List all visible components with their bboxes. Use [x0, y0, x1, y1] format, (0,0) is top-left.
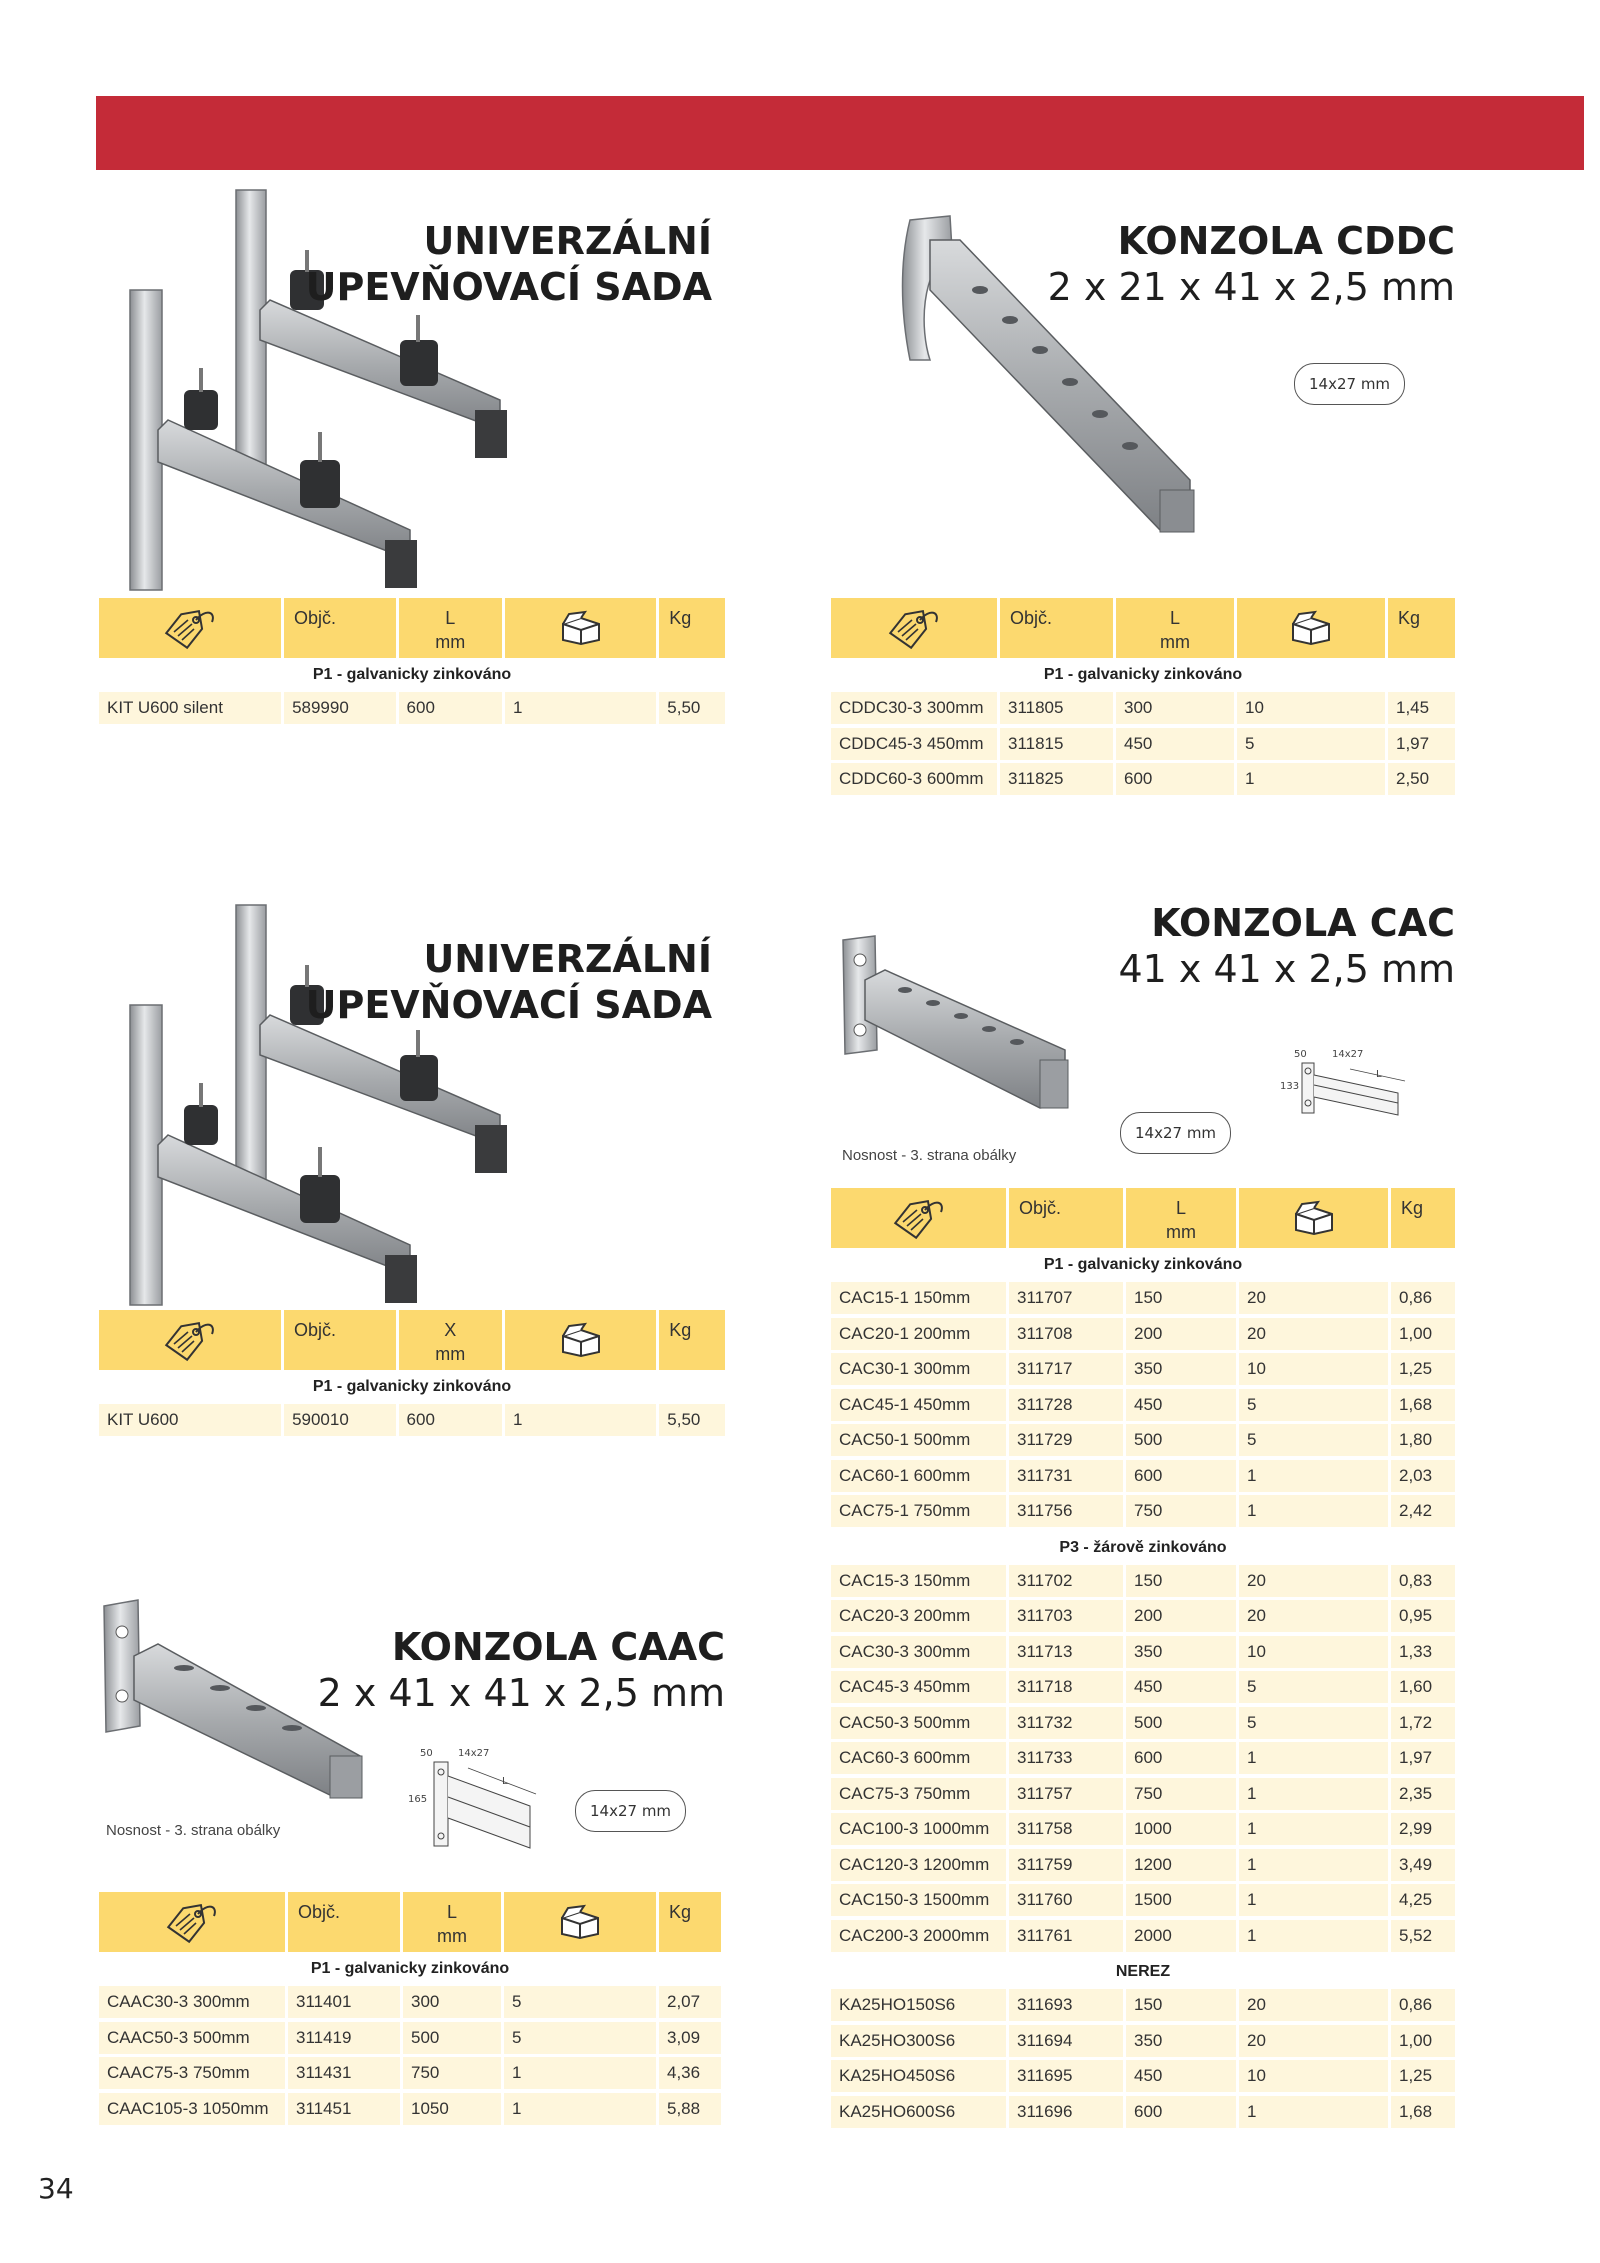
dim-hole: 14x27 — [1332, 1049, 1364, 1060]
weight-cell: 1,68 — [1391, 2096, 1455, 2128]
product-name-cell: KA25HO300S6 — [831, 2025, 1006, 2057]
order-number-cell: 311693 — [1009, 1989, 1123, 2021]
weight-cell: 2,07 — [659, 1986, 721, 2018]
product-name-cell: KA25HO450S6 — [831, 2060, 1006, 2092]
kit2-table — [99, 1310, 725, 1440]
weight-cell: 5,52 — [1391, 1920, 1455, 1952]
dim-50: 50 — [1294, 1049, 1307, 1060]
product-name-cell: CAC20-3 200mm — [831, 1600, 1006, 1632]
package-box-icon — [505, 1310, 656, 1370]
weight-cell: 3,09 — [659, 2022, 721, 2054]
table-row — [831, 1884, 1455, 1916]
product-name-cell: CAC75-3 750mm — [831, 1778, 1006, 1810]
col-obj-header: Objč. — [1009, 1188, 1123, 1248]
product-name-cell: CAC50-3 500mm — [831, 1707, 1006, 1739]
price-tag-icon — [831, 598, 997, 658]
col-obj-header: Objč. — [1000, 598, 1113, 658]
dim-50: 50 — [420, 1748, 433, 1759]
col-l-header: L mm — [403, 1892, 501, 1952]
section-title: P3 - žárově zinkováno — [1059, 1538, 1227, 1556]
dim-length: L — [502, 1776, 508, 1787]
weight-cell: 1,60 — [1391, 1671, 1455, 1703]
weight-cell: 1,25 — [1391, 2060, 1455, 2092]
caac-title: KONZOLA CAAC 2 x 41 x 41 x 2,5 mm — [317, 1625, 725, 1716]
col-kg-header: Kg — [659, 1892, 721, 1952]
table-row — [831, 728, 1455, 760]
table-row — [99, 2057, 721, 2089]
weight-cell: 5,50 — [659, 692, 725, 724]
cac-title: KONZOLA CAC 41 x 41 x 2,5 mm — [1118, 901, 1455, 992]
col-l-header: L mm — [399, 598, 503, 658]
pack-qty-cell: 1 — [1239, 1742, 1388, 1774]
caac-table — [99, 1892, 721, 2128]
order-number-cell: 311758 — [1009, 1813, 1123, 1845]
length-cell: 450 — [1126, 1671, 1236, 1703]
weight-cell: 1,00 — [1391, 2025, 1455, 2057]
order-number-cell: 311760 — [1009, 1884, 1123, 1916]
hole-size-badge: 14x27 mm — [575, 1790, 686, 1832]
pack-qty-cell: 1 — [1237, 763, 1385, 795]
product-name-cell: CAC150-3 1500mm — [831, 1884, 1006, 1916]
pack-qty-cell: 20 — [1239, 1318, 1388, 1350]
table-row — [831, 1671, 1455, 1703]
product-name-cell: CAC60-1 600mm — [831, 1460, 1006, 1492]
col-obj-header: Objč. — [284, 598, 396, 658]
pack-qty-cell: 10 — [1239, 2060, 1388, 2092]
cddc-title: KONZOLA CDDC 2 x 21 x 41 x 2,5 mm — [1047, 219, 1455, 310]
kit1-table — [99, 598, 725, 728]
cac-technical-drawing — [1280, 1045, 1420, 1137]
pack-qty-cell: 20 — [1239, 1989, 1388, 2021]
weight-cell: 2,99 — [1391, 1813, 1455, 1845]
order-number-cell: 311703 — [1009, 1600, 1123, 1632]
table-row — [831, 2060, 1455, 2092]
col-l-header: L mm — [1126, 1188, 1236, 1248]
cddc-table — [831, 598, 1455, 799]
table-row — [831, 1282, 1455, 1314]
weight-cell: 3,49 — [1391, 1849, 1455, 1881]
product-name-cell: CAC75-1 750mm — [831, 1495, 1006, 1527]
length-cell: 150 — [1126, 1989, 1236, 2021]
price-tag-icon — [99, 1892, 285, 1952]
section-title: P1 - galvanicky zinkováno — [310, 1960, 510, 1977]
price-tag-icon — [99, 1310, 281, 1370]
order-number-cell: 311696 — [1009, 2096, 1123, 2128]
pack-qty-cell: 5 — [504, 1986, 656, 2018]
table-row — [99, 2022, 721, 2054]
hole-size-badge: 14x27 mm — [1294, 363, 1405, 405]
table-row — [831, 1849, 1455, 1881]
weight-cell: 0,86 — [1391, 1989, 1455, 2021]
table-row — [99, 2093, 721, 2125]
table-row — [831, 763, 1455, 795]
weight-cell: 1,68 — [1391, 1389, 1455, 1421]
product-name-cell: CAC100-3 1000mm — [831, 1813, 1006, 1845]
table-row — [99, 1404, 725, 1436]
package-box-icon — [505, 598, 656, 658]
length-cell: 600 — [399, 692, 503, 724]
product-name-cell: CAC45-1 450mm — [831, 1389, 1006, 1421]
table-row — [831, 2096, 1455, 2128]
table-row — [831, 1495, 1455, 1527]
pack-qty-cell: 1 — [1239, 1460, 1388, 1492]
length-cell: 450 — [1126, 1389, 1236, 1421]
order-number-cell: 311713 — [1009, 1636, 1123, 1668]
order-number-cell: 311702 — [1009, 1565, 1123, 1597]
order-number-cell: 311695 — [1009, 2060, 1123, 2092]
table-row — [831, 1742, 1455, 1774]
order-number-cell: 589990 — [284, 692, 395, 724]
length-cell: 500 — [1126, 1424, 1236, 1456]
pack-qty-cell: 20 — [1239, 2025, 1388, 2057]
order-number-cell: 311728 — [1009, 1389, 1123, 1421]
dim-height: 165 — [408, 1794, 428, 1805]
section-title: P1 - galvanicky zinkováno — [312, 666, 512, 683]
dim-length: L — [1376, 1069, 1382, 1080]
hole-size-badge: 14x27 mm — [1120, 1112, 1231, 1154]
order-number-cell: 590010 — [284, 1404, 395, 1436]
pack-qty-cell: 5 — [1239, 1389, 1388, 1421]
pack-qty-cell: 1 — [1239, 2096, 1388, 2128]
section-title: P1 - galvanicky zinkováno — [312, 1378, 512, 1395]
pack-qty-cell: 1 — [1239, 1813, 1388, 1845]
pack-qty-cell: 1 — [504, 2057, 656, 2089]
price-tag-icon — [831, 1188, 1006, 1248]
length-cell: 600 — [1126, 1742, 1236, 1774]
pack-qty-cell: 1 — [1239, 1884, 1388, 1916]
product-name-cell: CAC30-1 300mm — [831, 1353, 1006, 1385]
order-number-cell: 311717 — [1009, 1353, 1123, 1385]
length-cell: 750 — [1126, 1778, 1236, 1810]
order-number-cell: 311759 — [1009, 1849, 1123, 1881]
product-name-cell: CAC60-3 600mm — [831, 1742, 1006, 1774]
table-row — [99, 1986, 721, 2018]
pack-qty-cell: 10 — [1239, 1353, 1388, 1385]
dim-hole: 14x27 — [458, 1748, 490, 1759]
order-number-cell: 311401 — [288, 1986, 400, 2018]
order-number-cell: 311815 — [1000, 728, 1113, 760]
length-cell: 1050 — [403, 2093, 501, 2125]
product-name-cell: CAC45-3 450mm — [831, 1671, 1006, 1703]
length-cell: 600 — [399, 1404, 503, 1436]
table-row — [831, 1600, 1455, 1632]
product-name-cell: KIT U600 — [99, 1404, 281, 1436]
length-cell: 1200 — [1126, 1849, 1236, 1881]
length-cell: 600 — [1126, 1460, 1236, 1492]
length-cell: 350 — [1126, 1353, 1236, 1385]
pack-qty-cell: 1 — [1239, 1495, 1388, 1527]
length-cell: 450 — [1126, 2060, 1236, 2092]
length-cell: 2000 — [1126, 1920, 1236, 1952]
product-name-cell: CDDC45-3 450mm — [831, 728, 997, 760]
weight-cell: 1,45 — [1388, 692, 1455, 724]
pack-qty-cell: 10 — [1237, 692, 1385, 724]
pack-qty-cell: 5 — [504, 2022, 656, 2054]
weight-cell: 1,33 — [1391, 1636, 1455, 1668]
col-kg-header: Kg — [659, 598, 725, 658]
table-row — [831, 1636, 1455, 1668]
weight-cell: 2,42 — [1391, 1495, 1455, 1527]
weight-cell: 2,50 — [1388, 763, 1455, 795]
pack-qty-cell: 20 — [1239, 1565, 1388, 1597]
pack-qty-cell: 5 — [1237, 728, 1385, 760]
length-cell: 750 — [1126, 1495, 1236, 1527]
col-kg-header: Kg — [1388, 598, 1455, 658]
caac-technical-drawing — [408, 1740, 548, 1862]
table-row — [831, 1989, 1455, 2021]
order-number-cell: 311731 — [1009, 1460, 1123, 1492]
product-name-cell: CDDC30-3 300mm — [831, 692, 997, 724]
length-cell: 750 — [403, 2057, 501, 2089]
table-row — [831, 1353, 1455, 1385]
pack-qty-cell: 5 — [1239, 1424, 1388, 1456]
weight-cell: 0,95 — [1391, 1600, 1455, 1632]
order-number-cell: 311805 — [1000, 692, 1113, 724]
pack-qty-cell: 10 — [1239, 1636, 1388, 1668]
weight-cell: 2,03 — [1391, 1460, 1455, 1492]
order-number-cell: 311718 — [1009, 1671, 1123, 1703]
col-kg-header: Kg — [659, 1310, 725, 1370]
weight-cell: 1,25 — [1391, 1353, 1455, 1385]
order-number-cell: 311757 — [1009, 1778, 1123, 1810]
length-cell: 600 — [1126, 2096, 1236, 2128]
pack-qty-cell: 1 — [505, 1404, 656, 1436]
weight-cell: 2,35 — [1391, 1778, 1455, 1810]
length-cell: 350 — [1126, 2025, 1236, 2057]
order-number-cell: 311419 — [288, 2022, 400, 2054]
length-cell: 300 — [1116, 692, 1234, 724]
pack-qty-cell: 20 — [1239, 1600, 1388, 1632]
order-number-cell: 311708 — [1009, 1318, 1123, 1350]
product-name-cell: KA25HO150S6 — [831, 1989, 1006, 2021]
order-number-cell: 311451 — [288, 2093, 400, 2125]
order-number-cell: 311707 — [1009, 1282, 1123, 1314]
table-row — [831, 1424, 1455, 1456]
section-title: P1 - galvanicky zinkováno — [1043, 1256, 1243, 1273]
length-cell: 150 — [1126, 1565, 1236, 1597]
product-name-cell: CAC30-3 300mm — [831, 1636, 1006, 1668]
table-row — [831, 1707, 1455, 1739]
pack-qty-cell: 1 — [505, 692, 656, 724]
dim-height: 133 — [1280, 1081, 1300, 1092]
length-cell: 600 — [1116, 763, 1234, 795]
col-l-header: L mm — [1116, 598, 1234, 658]
product-name-cell: CAAC105-3 1050mm — [99, 2093, 285, 2125]
col-obj-header: Objč. — [284, 1310, 396, 1370]
order-number-cell: 311431 — [288, 2057, 400, 2089]
weight-cell: 1,97 — [1388, 728, 1455, 760]
package-box-icon — [1239, 1188, 1388, 1248]
weight-cell: 1,00 — [1391, 1318, 1455, 1350]
order-number-cell: 311756 — [1009, 1495, 1123, 1527]
length-cell: 300 — [403, 1986, 501, 2018]
table-row — [831, 692, 1455, 724]
table-row — [831, 1318, 1455, 1350]
weight-cell: 4,25 — [1391, 1884, 1455, 1916]
table-row — [831, 1460, 1455, 1492]
table-row — [831, 1389, 1455, 1421]
length-cell: 200 — [1126, 1318, 1236, 1350]
section-title: P1 - galvanicky zinkováno — [1043, 666, 1243, 683]
col-x-header: X mm — [399, 1310, 503, 1370]
length-cell: 500 — [403, 2022, 501, 2054]
order-number-cell: 311761 — [1009, 1920, 1123, 1952]
pack-qty-cell: 1 — [1239, 1778, 1388, 1810]
pack-qty-cell: 1 — [1239, 1849, 1388, 1881]
product-name-cell: CAAC75-3 750mm — [99, 2057, 285, 2089]
table-row — [831, 2025, 1455, 2057]
product-name-cell: CAC50-1 500mm — [831, 1424, 1006, 1456]
package-box-icon — [1237, 598, 1385, 658]
product-name-cell: CDDC60-3 600mm — [831, 763, 997, 795]
product-name-cell: CAC120-3 1200mm — [831, 1849, 1006, 1881]
pack-qty-cell: 1 — [504, 2093, 656, 2125]
weight-cell: 0,86 — [1391, 1282, 1455, 1314]
length-cell: 150 — [1126, 1282, 1236, 1314]
order-number-cell: 311694 — [1009, 2025, 1123, 2057]
length-cell: 350 — [1126, 1636, 1236, 1668]
length-cell: 500 — [1126, 1707, 1236, 1739]
cac-table — [831, 1188, 1455, 2131]
table-row — [831, 1565, 1455, 1597]
order-number-cell: 311729 — [1009, 1424, 1123, 1456]
price-tag-icon — [99, 598, 281, 658]
product-name-cell: CAAC30-3 300mm — [99, 1986, 285, 2018]
product-name-cell: CAC200-3 2000mm — [831, 1920, 1006, 1952]
kit2-title: UNIVERZÁLNÍ UPEVŇOVACÍ SADA — [305, 937, 712, 1028]
page-number: 34 — [38, 2172, 74, 2205]
section-title: NEREZ — [1115, 1963, 1171, 1980]
pack-qty-cell: 5 — [1239, 1707, 1388, 1739]
table-row — [831, 1813, 1455, 1845]
package-box-icon — [504, 1892, 656, 1952]
load-capacity-note: Nosnost - 3. strana obálky — [106, 1822, 281, 1839]
pack-qty-cell: 5 — [1239, 1671, 1388, 1703]
kit1-title: UNIVERZÁLNÍ UPEVŇOVACÍ SADA — [305, 219, 712, 310]
weight-cell: 1,97 — [1391, 1742, 1455, 1774]
table-row — [831, 1920, 1455, 1952]
order-number-cell: 311825 — [1000, 763, 1113, 795]
weight-cell: 4,36 — [659, 2057, 721, 2089]
order-number-cell: 311732 — [1009, 1707, 1123, 1739]
weight-cell: 5,50 — [659, 1404, 725, 1436]
weight-cell: 5,88 — [659, 2093, 721, 2125]
product-name-cell: CAC15-3 150mm — [831, 1565, 1006, 1597]
length-cell: 200 — [1126, 1600, 1236, 1632]
pack-qty-cell: 1 — [1239, 1920, 1388, 1952]
length-cell: 450 — [1116, 728, 1234, 760]
pack-qty-cell: 20 — [1239, 1282, 1388, 1314]
top-banner — [96, 96, 1584, 170]
table-row — [99, 692, 725, 724]
length-cell: 1000 — [1126, 1813, 1236, 1845]
product-name-cell: CAC15-1 150mm — [831, 1282, 1006, 1314]
length-cell: 1500 — [1126, 1884, 1236, 1916]
product-name-cell: CAAC50-3 500mm — [99, 2022, 285, 2054]
col-obj-header: Objč. — [288, 1892, 400, 1952]
weight-cell: 1,80 — [1391, 1424, 1455, 1456]
load-capacity-note: Nosnost - 3. strana obálky — [842, 1147, 1017, 1164]
table-row — [831, 1778, 1455, 1810]
product-name-cell: CAC20-1 200mm — [831, 1318, 1006, 1350]
product-name-cell: KA25HO600S6 — [831, 2096, 1006, 2128]
order-number-cell: 311733 — [1009, 1742, 1123, 1774]
weight-cell: 1,72 — [1391, 1707, 1455, 1739]
product-name-cell: KIT U600 silent — [99, 692, 281, 724]
col-kg-header: Kg — [1391, 1188, 1455, 1248]
weight-cell: 0,83 — [1391, 1565, 1455, 1597]
